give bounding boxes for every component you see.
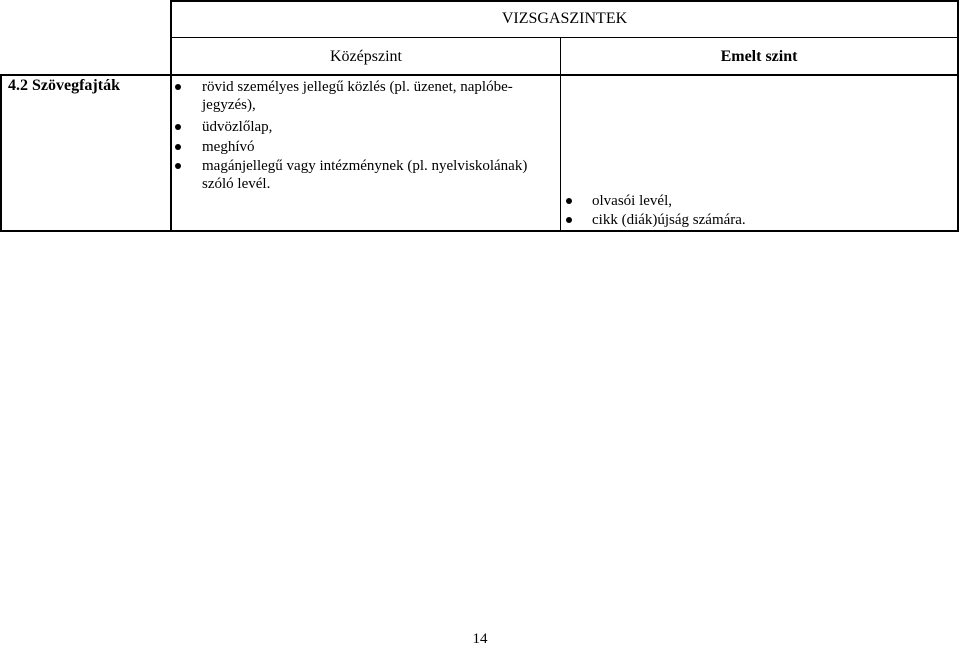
list-item-text: magánjellegű vagy intézménynek (pl. nyelviskolának) (202, 158, 528, 174)
subheader-divider (170, 37, 959, 38)
bullet-icon (566, 198, 572, 204)
list-item-text: cikk (diák)újság számára. (592, 212, 746, 228)
row-label-text-types: 4.2 Szövegfajták (8, 77, 120, 94)
list-item-text: rövid személyes jellegű közlés (pl. üzenet, naplóbe- (202, 79, 513, 95)
list-item-text: meghívó (202, 139, 255, 155)
bullet-icon (566, 217, 572, 223)
bullet-icon (175, 84, 181, 90)
header-bottom-border (0, 74, 959, 76)
table-right-border (957, 0, 959, 232)
level-requirements-table (0, 0, 959, 232)
bullet-icon (175, 124, 181, 130)
label-column-divider (170, 0, 172, 232)
level-column-divider (560, 37, 561, 232)
list-item-text: olvasói levél, (592, 193, 672, 209)
bullet-icon (175, 163, 181, 169)
table-left-border (0, 74, 2, 232)
advanced-level-heading: Emelt szint (720, 48, 798, 65)
page-number: 14 (472, 631, 488, 647)
table-bottom-border (0, 230, 959, 232)
bullet-icon (175, 144, 181, 150)
mid-level-heading: Középszint (330, 48, 402, 65)
list-item-text-continuation: szóló levél. (202, 176, 271, 192)
table-top-border (170, 0, 959, 2)
exam-levels-heading: VIZSGASZINTEK (501, 10, 628, 27)
list-item-text-continuation: jegyzés), (202, 97, 256, 113)
list-item-text: üdvözlőlap, (202, 119, 273, 135)
